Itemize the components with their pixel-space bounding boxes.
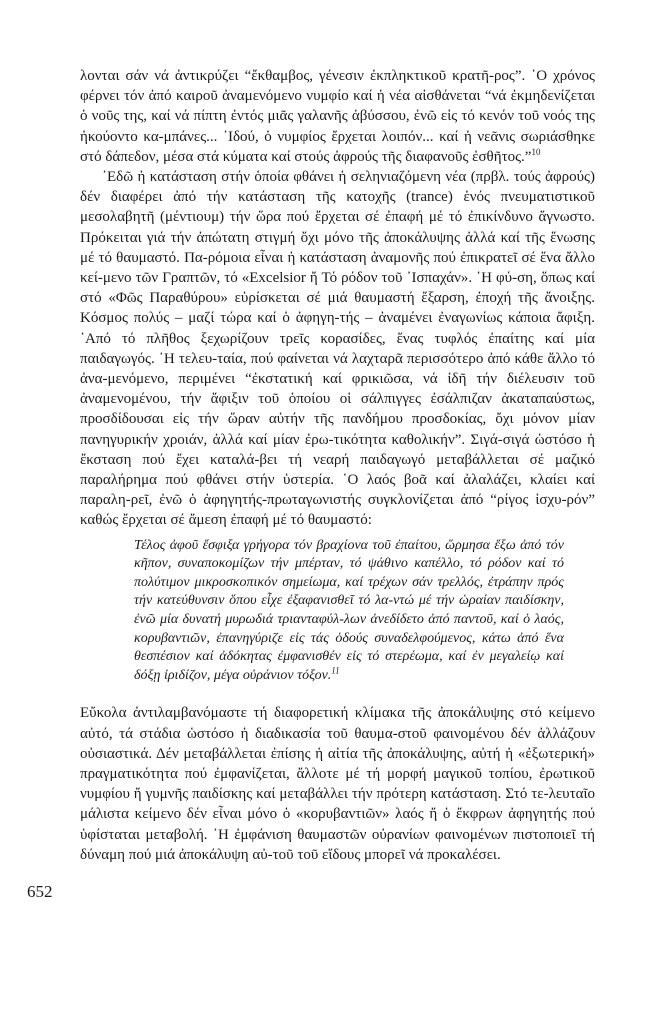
paragraph-text: λονται σάν νά ἀντικρύζει “ἔκθαμβος, γένεσιν ἐκπληκτικοῦ κρατῆ-ρος”. ῾Ο χρόνος φέρνει τόν ἀπό καιροῦ ἀναμενόμενο νυμφίο καί ἡ νέα αἰσθάνεται “νά ἐκμηδενίζεται ὁ νοῦς της, καί νά πίπτη ἐντός μιᾶς γαλανῆς ἀβύσσου, ἐνῶ εἰς τό κενόν τοῦ νοός της ἠκούοντο κα-μπάνες... ᾿Ιδού, ὁ νυμφίος ἔρχεται λοιπόν... καί ἡ νεᾶνις σωριάσθηκε στό δάπεδον, μέσα στά κύματα καί στούς ἀφρούς τῆς διαφανοῦς ἐσθῆτος.” [80,68,595,165]
page-number: 652 [27,882,53,901]
paragraph-closing [80,703,595,865]
footnote-marker: 11 [331,665,340,676]
footnote-marker: 10 [531,146,541,157]
paragraph-continued [80,66,595,167]
section-gap [80,693,595,703]
paragraph-main [80,167,595,531]
text-column [80,66,595,865]
block-quote [134,537,564,686]
paragraph-text: ᾿Εδῶ ἡ κατάσταση στήν ὁποία φθάνει ἡ σεληνιαζόμενη νέα (πρβλ. τούς ἀφρούς) δέν διαφέρει ἀπό τήν κατάσταση τῆς κατοχῆς (trance) ἑνός πνευματιστικοῦ μεσολαβητῆ (μέντιουμ) τήν ὥρα πού ἔρχεται σέ ἐπαφή μέ τό ἐπικίνδυνο ἄγνωστο. Πρόκειται γιά τήν ἀπώτατη στιγμή ὄχι μόνο τῆς ἀποκάλυψης ἀλλά καί τῆς ἕνωσης μέ τό θαυμαστό. Πα-ρόμοια εἶναι ἡ κατάσταση ἀναμονῆς πού ἐπικρατεῖ σέ ἕνα ἄλλο κεί-μενο τῶν Γραπτῶν, τό «Excelsior ἤ Τό ρόδον τοῦ ᾿Ισπαχάν». ῾Η φύ-ση, ὅπως καί στό «Φῶς Παραθύρου» εὑρίσκεται σέ μιά θαυμαστή ἔξαρση, ἐποχή τῆς ἄνοιξης. Κόσμος πολύς – μαζί τώρα καί ὁ ἀφηγη-τής – ἀναμένει ἐναγωνίως κάποια ἄφιξη. ᾿Από τό πλῆθος ξεχωρίζουν τρεῖς κορασίδες, ἕνας τυφλός ἐπαίτης καί μία παιδαγωγός. ῾Η τελευ-ταία, πού φαίνεται νά λαχταρᾶ περισσότερο ἀπό κάθε ἄλλο τό ἀνα-μενόμενο, περιμένει “ἐκστατική καί φρικιῶσα, νά ἰδῆ τήν διέλευσιν τοῦ ἀναμενομένου, τήν ἄφιξιν τοῦ ὁποίου οἱ σάλπιγγες ἐσάλπιζαν ἀκαταπαύστως, προσδίδουσαι εἰς τήν ὥραν αὐτήν τῆς πανδήμου προσδοκίας, ὄχι μόνον μίαν πανηγυρικήν χροιάν, ἀλλά καί μίαν ἐρω-τικότητα καθολικήν”. Σιγά-σιγά ὡστόσο ἡ ἔκσταση πού ἔχει καταλά-βει τή νεαρή παιδαγωγό μεταβάλλεται σέ μαζικό παραλήρημα πού φθάνει στήν ὑστερία. ῾Ο λαός βοᾶ καί ἀλαλάζει, κλαίει καί παραλη-ρεῖ, ἐνῶ ὁ ἀφηγητής-πρωταγωνιστής συγκλονίζεται ἀπό “ρίγος ἰσχυ-ρόν” καθώς ἔρχεται σέ ἄμεση ἐπαφή μέ τό θαυμαστό: [80,169,595,529]
quote-text: Τέλος ἀφοῦ ἔσφιξα γρήγορα τόν βραχίονα τοῦ ἐπαίτου, ὥρμησα ἔξω ἀπό τόν κῆπον, συναποκομίζων τήν μπέρταν, τό ψάθινο καπέλλο, τό ρόδον καί τό πολύτιμον μικροσκοπικόν σημείωμα, καί τρέχων σάν τρελλός, ἐτράπην πρός τήν κατεύθυνσιν ὅπου εἶχε ἐξαφανισθεῖ τό λα-ντώ μέ τήν ὡραίαν παιδίσκην, ἐνῶ μία δυνατή μυρωδιά τριανταφύλ-λων ἀνεδίδετο ἀπό παντοῦ, καί ὁ λαός, κορυβαντιῶν, ἐπανηγύριζε εἰς τάς ὁδούς συναδελφούμενος, κάτω ἀπό ἕνα θεσπέσιον καί ἀδόκητας ἐμφανισθέν εἰς τό στερέωμα, καί ἐν μεγαλείῳ καί δόξῃ ἰριδίζον, μέγα οὐράνιον τόξον. [134,537,564,683]
paragraph-text: Εὔκολα ἀντιλαμβανόμαστε τή διαφορετική κλίμακα τῆς ἀποκάλυψης στό κείμενο αὐτό, τά στάδια ὡστόσο ἡ διαδικασία τοῦ θαυμα-στοῦ φαινομένου δέν ἀλλάζουν οὐσιαστικά. Δέν μεταβάλλεται ἐπίσης ἡ αἰτία τῆς ἀποκάλυψης, αὐτή ἡ «ἐξωτερική» πραγματικότητα πού ἐμφανίζεται, ἄλλοτε μέ τή μορφή μαγικοῦ τοπίου, ἐρωτικοῦ νυμφίου ἤ γυμνῆς παιδίσκης καί μεταβάλλει τήν πρότερη κατάσταση. Στό τε-λευταῖο μάλιστα κείμενο δέν εἶναι μόνο ὁ «κορυβαντιῶν» λαός ἤ ὁ ἔκφρων ἀφηγητής πού ὑφίσταται μεταβολή. ῾Η ἐμφάνιση θαυμαστῶν οὐρανίων φαινομένων πιστοποιεῖ τή δύναμη πού μιά ἀποκάλυψη αὐ-τοῦ τοῦ εἴδους μπορεῖ νά προκαλέσει. [80,705,595,863]
